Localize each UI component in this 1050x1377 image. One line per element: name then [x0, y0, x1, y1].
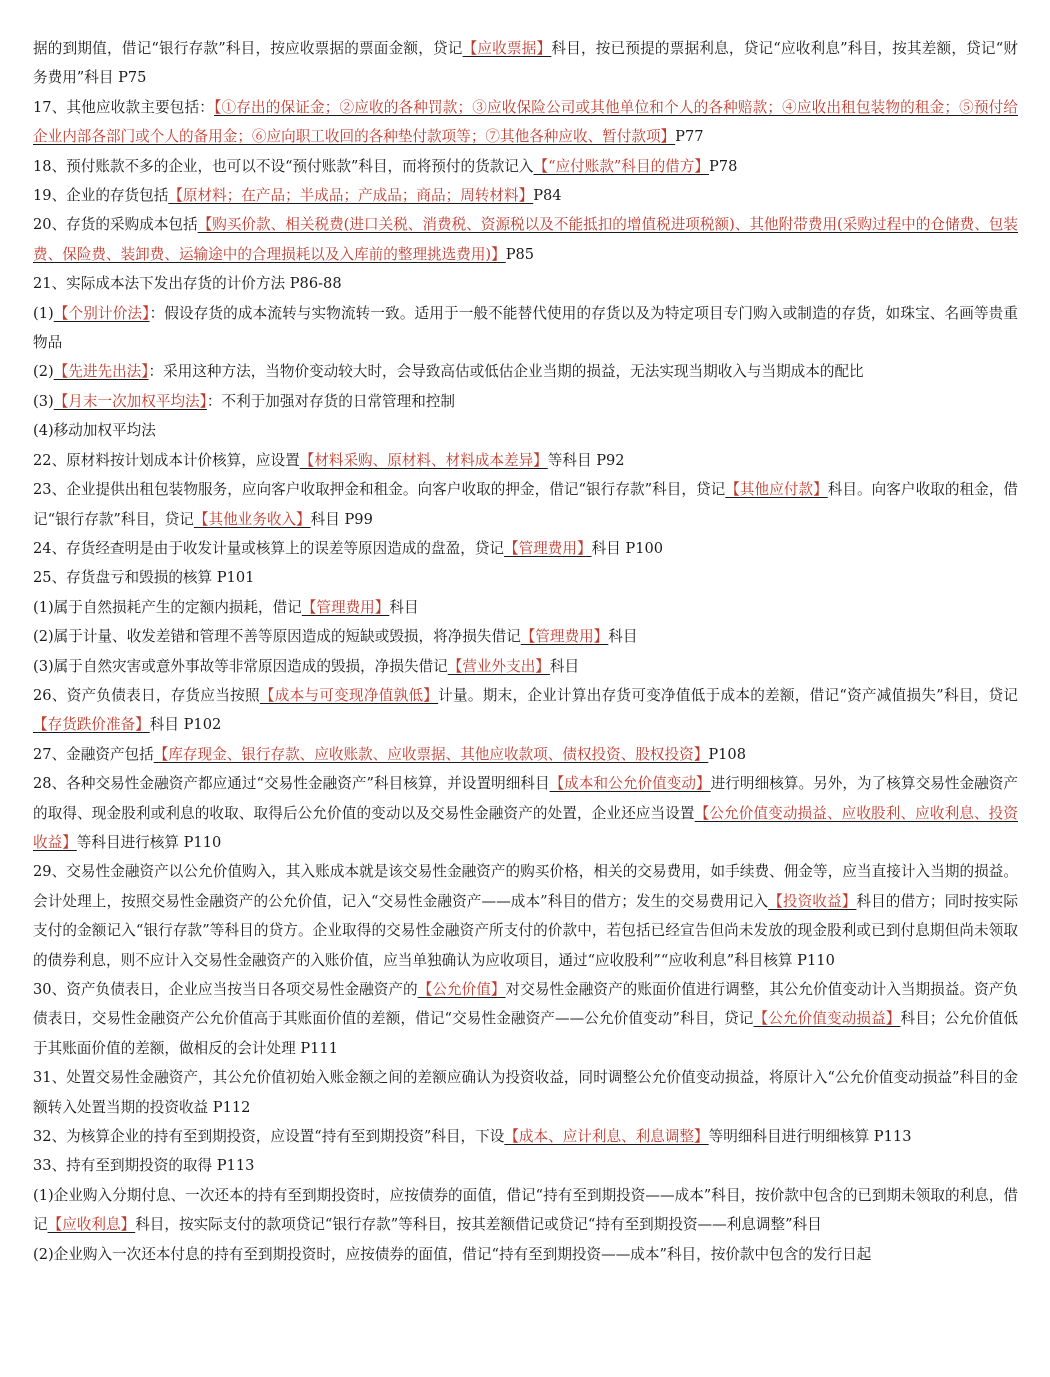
highlighted-answer: 【原材料；在产品；半成品；产成品；商品；周转材料】: [168, 187, 534, 205]
paragraph: [33, 1181, 1018, 1240]
highlighted-answer: 【管理费用】: [301, 598, 390, 616]
highlighted-answer: 【购买价款、相关税费(进口关税、消费税、资源税以及不能抵扣的增值税进项税额)、其他附带费用(采购过程中的仓储费、包装费、保险费、装卸费、运输途中的合理损耗以及入库前的整理挑选费用)】: [33, 216, 1018, 263]
paragraph: [33, 299, 1018, 358]
text-segment: 24、存货经查明是由于收发计量或核算上的误差等原因造成的盘盈，贷记: [33, 539, 504, 557]
highlighted-answer: 【公允价值】: [417, 981, 506, 998]
highlighted-answer: 【其他业务收入】: [193, 510, 311, 528]
text-segment: 19、企业的存货包括: [33, 187, 169, 205]
text-segment: 科目；公允价值低于其账面价值的差额，做相反的会计处理 P111: [33, 1010, 1018, 1057]
text-segment: 科目: [389, 598, 419, 616]
highlighted-answer: 【成本与可变现净值孰低】: [259, 686, 439, 704]
paragraph: [33, 769, 1018, 857]
text-segment: 26、资产负债表日，存货应当按照: [33, 686, 260, 704]
text-segment: P84: [533, 187, 562, 205]
paragraph: [33, 475, 1018, 534]
text-segment: (2): [33, 363, 54, 381]
paragraph: [33, 416, 1018, 445]
text-segment: 21、实际成本法下发出存货的计价方法 P86-88: [33, 275, 342, 293]
text-segment: P108: [708, 745, 746, 763]
highlighted-answer: 【月末一次加权平均法】: [53, 392, 207, 410]
text-segment: 据的到期值，借记“银行存款”科目，按应收票据的票面金额，贷记: [33, 40, 463, 57]
paragraph: [33, 593, 1018, 622]
text-segment: P78: [708, 157, 738, 175]
highlighted-answer: 【个别计价法】: [53, 304, 150, 322]
text-segment: 30、资产负债表日，企业应当按当日各项交易性金融资产的: [33, 981, 418, 998]
text-segment: ：不利于加强对存货的日常管理和控制: [206, 392, 456, 410]
paragraph: [33, 152, 1018, 181]
highlighted-answer: 【材料采购、原材料、材料成本差异】: [299, 451, 548, 469]
paragraph: [33, 34, 1018, 93]
text-segment: (3)属于自然灾害或意外事故等非常原因造成的毁损，净损失借记: [33, 657, 448, 675]
text-segment: (3): [33, 392, 54, 410]
highlighted-answer: 【“应付账款”科目的借方】: [533, 157, 709, 175]
paragraph: [33, 1122, 1018, 1151]
highlighted-answer: 【先进先出法】: [53, 363, 149, 381]
paragraph: [33, 652, 1018, 681]
text-segment: (1)属于自然损耗产生的定额内损耗，借记: [33, 598, 302, 616]
highlighted-answer: 【营业外支出】: [447, 657, 550, 675]
paragraph: [33, 210, 1018, 269]
text-segment: 科目: [608, 628, 638, 646]
highlighted-answer: 【应收票据】: [462, 40, 552, 57]
text-segment: 对交易性金融资产的账面价值进行调整，其公允价值变动计入当期损益。资产负债表日，交易性金融资产公允价值高于其账面价值的差额，借记“交易性金融资产——公允价值变动”科目，贷记: [33, 981, 1018, 1028]
paragraph: [33, 269, 1018, 298]
text-segment: 等科目进行核算 P110: [76, 833, 222, 851]
paragraph: [33, 181, 1018, 210]
text-segment: 科目，按实际支付的款项贷记“银行存款”等科目，按其差额借记或贷记“持有至到期投资——利息调整”科目: [135, 1216, 822, 1234]
paragraph: [33, 93, 1018, 152]
text-segment: 等科目 P92: [547, 451, 625, 469]
text-segment: 25、存货盘亏和毁损的核算 P101: [33, 569, 255, 587]
highlighted-answer: 【成本、应计利息、利息调整】: [504, 1128, 709, 1146]
text-segment: (4)移动加权平均法: [33, 422, 156, 440]
text-segment: 23、企业提供出租包装物服务，应向客户收取押金和租金。向客户收取的押金，借记“银行存款”科目，贷记: [33, 481, 726, 499]
highlighted-answer: 【公允价值变动损益、应收股利、应收利息、投资收益】: [33, 804, 1018, 851]
text-segment: 科目: [549, 657, 580, 675]
paragraph: [33, 357, 1018, 386]
paragraph: [33, 446, 1018, 475]
paragraph: [33, 681, 1018, 740]
text-segment: 科目 P102: [149, 716, 222, 734]
text-segment: ：假设存货的成本流转与实物流转一致。适用于一般不能替代使用的存货以及为特定项目专门购入或制造的存货，如珠宝、名画等贵重物品: [33, 304, 1019, 352]
paragraph: [33, 387, 1018, 416]
paragraph: [33, 975, 1018, 1063]
text-segment: 科目。向客户收取的租金，借记“银行存款”科目，贷记: [33, 481, 1018, 528]
text-segment: ：采用这种方法，当物价变动较大时，会导致高估或低估企业当期的损益，无法实现当期收入与当期成本的配比: [148, 363, 864, 381]
highlighted-answer: 【其他应付款】: [725, 481, 828, 499]
paragraph: [33, 740, 1018, 769]
text-segment: (2)属于计量、收发差错和管理不善等原因造成的短缺或毁损，将净损失借记: [33, 628, 521, 646]
highlighted-answer: 【投资收益】: [768, 892, 857, 910]
text-segment: 计量。期末，企业计算出存货可变净值低于成本的差额，借记“资产减值损失”科目，贷记: [438, 686, 1018, 704]
text-segment: 17、其他应收款主要包括：: [33, 98, 215, 116]
text-segment: 27、金融资产包括: [33, 745, 154, 763]
text-segment: (1): [33, 304, 54, 322]
text-segment: 29、交易性金融资产以公允价值购入，其入账成本就是该交易性金融资产的购买价格，相关的交易费用，如手续费、佣金等，应当直接计入当期的损益。会计处理上，按照交易性金融资产的公允价值，记入“交易性金融资产——成本”科目的借方；发生的交易费用记入: [33, 863, 1018, 910]
text-segment: 33、持有至到期投资的取得 P113: [33, 1157, 255, 1175]
text-segment: 等明细科目进行明细核算 P113: [708, 1128, 912, 1146]
text-segment: (2)企业购入一次还本付息的持有至到期投资时，应按债券的面值，借记“持有至到期投资——成本”科目，按价款中包含的发行日起: [33, 1245, 872, 1263]
text-segment: 32、为核算企业的持有至到期投资，应设置“持有至到期投资”科目，下设: [33, 1128, 505, 1146]
highlighted-answer: 【应收利息】: [47, 1216, 136, 1234]
text-segment: 31、处置交易性金融资产，其公允价值初始入账金额之间的差额应确认为投资收益，同时调整公允价值变动损益，将原计入“公允价值变动损益”科目的金额转入处置当期的投资收益 P112: [33, 1069, 1018, 1116]
text-segment: P85: [505, 245, 535, 263]
highlighted-answer: 【存货跌价准备】: [33, 716, 150, 734]
text-segment: 20、存货的采购成本包括: [33, 216, 198, 234]
paragraph: [33, 1063, 1018, 1122]
highlighted-answer: 【公允价值变动损益】: [753, 1010, 901, 1028]
highlighted-answer: 【库存现金、银行存款、应收账款、应收票据、其他应收款项、债权投资、股权投资】: [153, 745, 709, 763]
paragraph: [33, 1151, 1018, 1180]
text-segment: 28、各种交易性金融资产都应通过“交易性金融资产”科目核算，并设置明细科目: [33, 775, 550, 793]
highlighted-answer: 【成本和公允价值变动】: [549, 775, 711, 793]
paragraph: [33, 534, 1018, 563]
paragraph: [33, 1240, 1018, 1269]
paragraph: [33, 857, 1018, 975]
text-segment: 科目 P99: [310, 510, 373, 528]
highlighted-answer: 【管理费用】: [520, 628, 609, 646]
text-segment: P77: [675, 128, 704, 146]
text-segment: 科目，按已预提的票据利息，贷记“应收利息”科目，按其差额，贷记“财务费用”科目 P75: [33, 40, 1018, 87]
text-segment: 进行明细核算。另外，为了核算交易性金融资产的取得、现金股利或利息的收取、取得后公允价值的变动以及交易性金融资产的处置，企业还应当设置: [33, 775, 1018, 822]
text-segment: (1)企业购入分期付息、一次还本的持有至到期投资时，应按债券的面值，借记“持有至到期投资——成本”科目，按价款中包含的已到期未领取的利息，借记: [33, 1186, 1018, 1234]
text-segment: 22、原材料按计划成本计价核算，应设置: [33, 451, 300, 469]
text-segment: 科目 P100: [591, 539, 664, 557]
text-segment: 科目的借方；同时按实际支付的金额记入“银行存款”等科目的贷方。企业取得的交易性金融资产所支付的价款中，若包括已经宣告但尚未发放的现金股利或已到付息期但尚未领取的债券利息，则不应计入交易性金融资产的入账价值，应当单独确认为应收项目，通过“应收股利”“应收利息”科目核算 P110: [33, 892, 1018, 969]
paragraph: [33, 563, 1018, 592]
text-segment: 18、预付账款不多的企业，也可以不设“预付账款”科目，而将预付的货款记入: [33, 157, 534, 175]
paragraph: [33, 622, 1018, 651]
highlighted-answer: 【管理费用】: [503, 539, 592, 557]
highlighted-answer: 【①存出的保证金；②应收的各种罚款；③应收保险公司或其他单位和个人的各种赔款；④应收出租包装物的租金；⑤预付给企业内部各部门或个人的备用金；⑥应向职工收回的各种垫付款项等；⑦其他各种应收、暂付款项】: [33, 98, 1018, 146]
